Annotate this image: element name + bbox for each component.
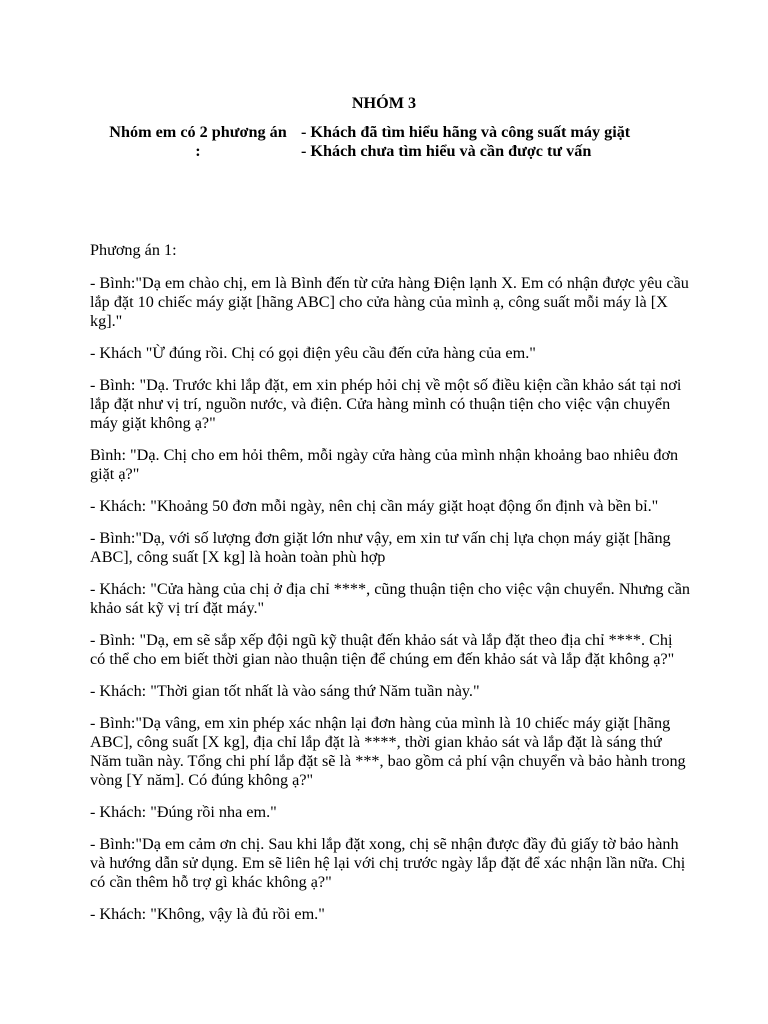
option-item: - Khách đã tìm hiểu hãng và công suất máy giặt xyxy=(301,123,631,141)
dialogue-line: Bình: "Dạ. Chị cho em hỏi thêm, mỗi ngày cửa hàng của mình nhận khoảng bao nhiêu đơn giặt ạ?" xyxy=(90,446,679,483)
options-list xyxy=(301,123,721,161)
option-item: - Khách chưa tìm hiểu và cần được tư vấn xyxy=(301,142,592,160)
section-heading: Phương án 1: xyxy=(90,241,177,259)
dialogue-line: - Khách: "Thời gian tốt nhất là vào sáng thứ Năm tuần này." xyxy=(90,682,480,700)
dialogue-line: - Bình: "Dạ, em sẽ sắp xếp đội ngũ kỹ thuật đến khảo sát và lắp đặt theo địa chỉ ****. Chị có thể cho em biết thời gian nào thuận tiện để chúng em đến khảo sát và lắp đặt không ạ?" xyxy=(90,631,675,668)
dialogue-line: - Bình:"Dạ, với số lượng đơn giặt lớn như vậy, em xin tư vấn chị lựa chọn máy giặt [hãng ABC], công suất [X kg] là hoàn toàn phù hợp xyxy=(90,529,671,566)
dialogue-line: - Khách "Ừ đúng rồi. Chị có gọi điện yêu cầu đến cửa hàng của em." xyxy=(90,344,536,362)
dialogue-line: - Bình: "Dạ. Trước khi lắp đặt, em xin phép hỏi chị về một số điều kiện cần khảo sát tại nơi lắp đặt như vị trí, nguồn nước, và điện. Cửa hàng mình có thuận tiện cho việc vận chuyển máy giặt không ạ?" xyxy=(90,376,682,432)
dialogue-line: - Khách: "Cửa hàng của chị ở địa chỉ ****, cũng thuận tiện cho việc vận chuyển. Nhưng cần khảo sát kỹ vị trí đặt máy." xyxy=(90,580,690,617)
dialogue-line: - Bình:"Dạ vâng, em xin phép xác nhận lại đơn hàng của mình là 10 chiếc máy giặt [hãng ABC], công suất [X kg], địa chỉ lắp đặt là ****, thời gian khảo sát và lắp đặt là sáng thứ Năm tuần này. Tổng chi phí lắp đặt sẽ là ***, bao gồm cả phí vận chuyển và bảo hành trong vòng [Y năm]. Có đúng không ạ?" xyxy=(90,714,686,789)
dialogue-body xyxy=(90,241,690,937)
dialogue-line: - Bình:"Dạ em cảm ơn chị. Sau khi lắp đặt xong, chị sẽ nhận được đầy đủ giấy tờ bảo hành và hướng dẫn sử dụng. Em sẽ liên hệ lại với chị trước ngày lắp đặt để xác nhận lần nữa. Chị có cần thêm hỗ trợ gì khác không ạ?" xyxy=(90,835,686,891)
options-lead: Nhóm em có 2 phương án : xyxy=(109,123,287,160)
dialogue-line: - Khách: "Khoảng 50 đơn mỗi ngày, nên chị cần máy giặt hoạt động ổn định và bền bỉ." xyxy=(90,497,659,515)
dialogue-line: - Khách: "Không, vậy là đủ rồi em." xyxy=(90,905,325,923)
document-title: NHÓM 3 xyxy=(351,94,417,112)
dialogue-line: - Bình:"Dạ em chào chị, em là Bình đến từ cửa hàng Điện lạnh X. Em có nhận được yêu cầu lắp đặt 10 chiếc máy giặt [hãng ABC] cho cửa hàng của mình ạ, công suất mỗi máy là [X kg]." xyxy=(90,274,689,330)
dialogue-line: - Khách: "Đúng rồi nha em." xyxy=(90,803,277,821)
